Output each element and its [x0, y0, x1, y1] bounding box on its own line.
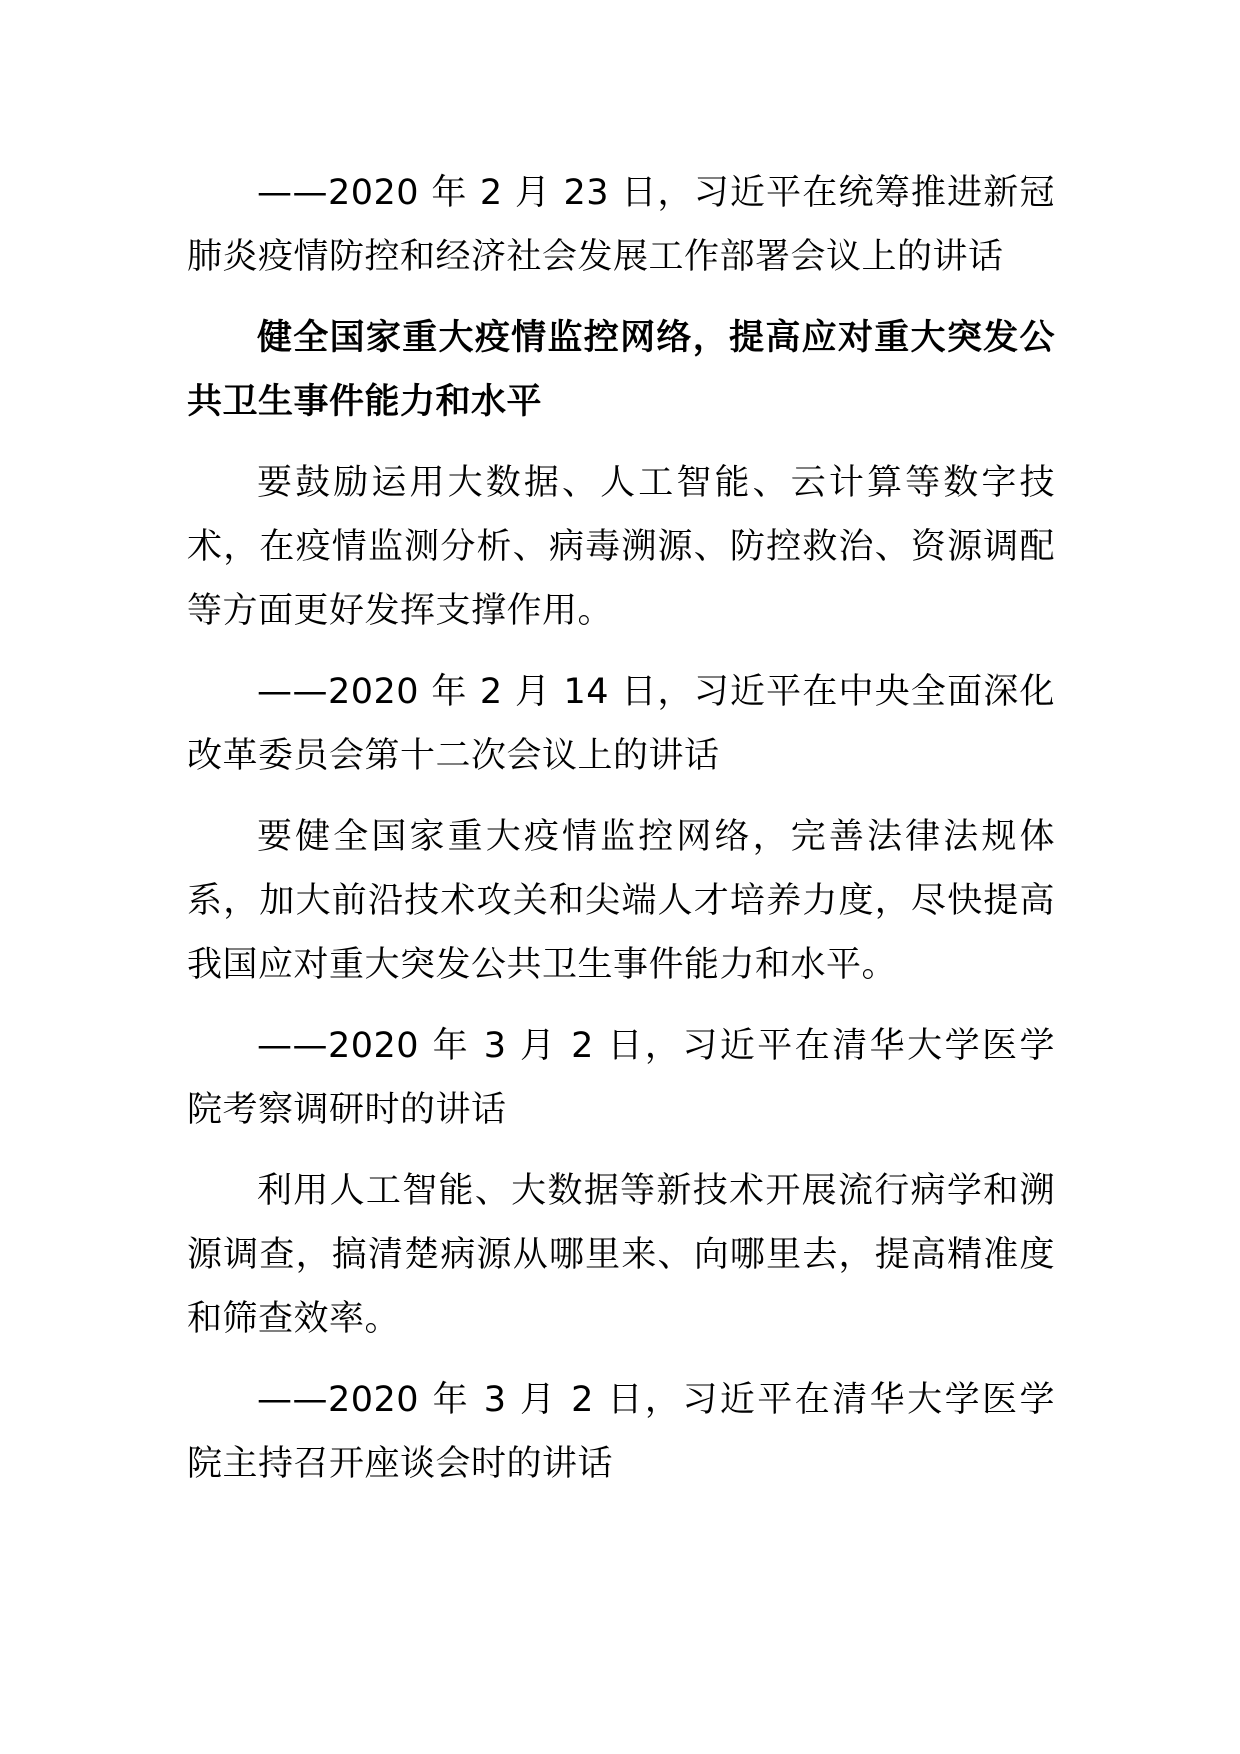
- speech-attribution: ——2020 年 2 月 23 日，习近平在统筹推进新冠肺炎疫情防控和经济社会发展工作部署会议上的讲话: [187, 173, 1055, 277]
- quote-paragraph: 要健全国家重大疫情监控网络，完善法律法规体系，加大前沿技术攻关和尖端人才培养力度，尽快提高我国应对重大突发公共卫生事件能力和水平。: [187, 817, 1055, 985]
- speech-attribution: ——2020 年 2 月 14 日，习近平在中央全面深化改革委员会第十二次会议上的讲话: [187, 672, 1055, 776]
- section-heading: 健全国家重大疫情监控网络，提高应对重大突发公共卫生事件能力和水平: [187, 318, 1055, 422]
- quote-paragraph: 利用人工智能、大数据等新技术开展流行病学和溯源调查，搞清楚病源从哪里来、向哪里去，提高精准度和筛查效率。: [187, 1171, 1055, 1339]
- quote-paragraph: 要鼓励运用大数据、人工智能、云计算等数字技术，在疫情监测分析、病毒溯源、防控救治、资源调配等方面更好发挥支撑作用。: [187, 463, 1055, 631]
- speech-attribution: ——2020 年 3 月 2 日，习近平在清华大学医学院考察调研时的讲话: [187, 1026, 1055, 1130]
- document-body: [187, 161, 1055, 1513]
- speech-attribution: ——2020 年 3 月 2 日，习近平在清华大学医学院主持召开座谈会时的讲话: [187, 1380, 1055, 1484]
